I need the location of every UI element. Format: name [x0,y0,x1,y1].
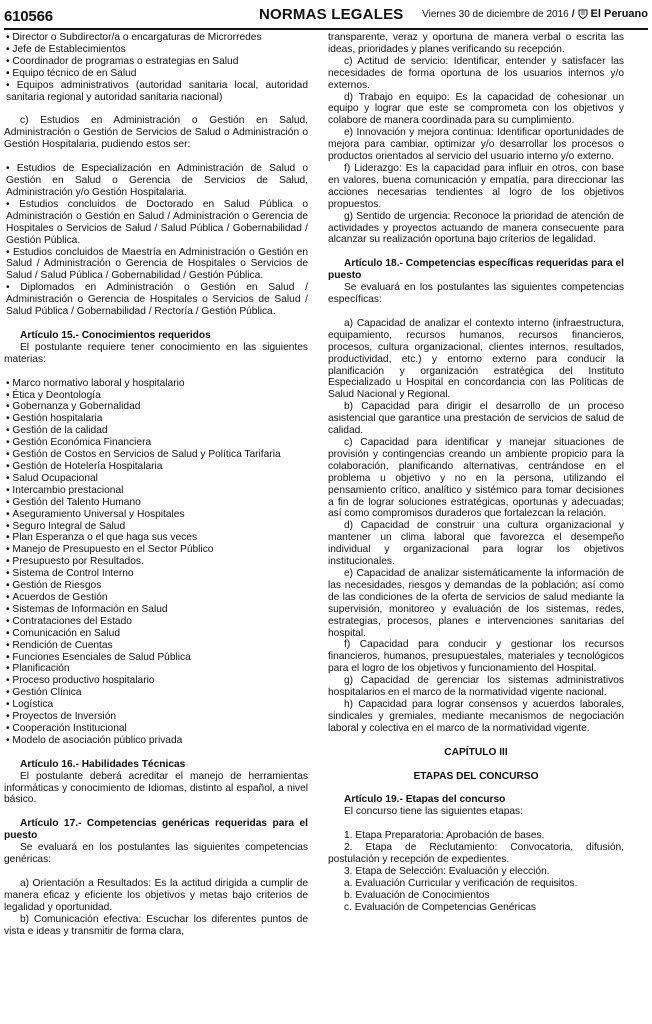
list-item: • Gestión de Hotelería Hospitalaria [4,461,308,473]
article-heading: Artículo 19.- Etapas del concurso [344,794,506,806]
list-item: • Intercambio prestacional [4,485,308,497]
list-item: c. Evaluación de Competencias Genéricas [344,901,536,913]
list-item: • Seguro Integral de Salud [4,521,308,533]
list-item: a. Evaluación Curricular y verificación de requisitos. [344,877,578,889]
list-item: • Estudios concluidos de Doctorado en Salud Pública o Administración o Gestión en Salud / Administración o Gerencia de Hospitales o Servicios de Salud / Salud Pública / Gobernabilidad / Gestión Pública. [4,199,308,247]
list-item: • Sistemas de Información en Salud [4,604,308,616]
list-item: • Funciones Esenciales de Salud Pública [4,652,308,664]
list-item: • Logística [4,699,308,711]
list-item: • Marco normativo laboral y hospitalario [4,378,308,390]
paragraph: a) Orientación a Resultados: Es la actitud dirigida a cumplir de manera eficaz y eficiente los objetivos y metas bajo criterios de legalidad y oportunidad. [4,878,308,913]
list-item: • Salud Ocupacional [4,473,308,485]
list-item: b. Evaluación de Conocimientos [344,889,490,901]
list-item: • Coordinador de programas o estrategias en Salud [4,56,308,68]
list-item: • Gestión de Riesgos [4,580,308,592]
article-heading: Artículo 16.- Habilidades Técnicas [20,758,186,770]
chapter-title: ETAPAS DEL CONCURSO [413,770,539,782]
left-column [4,32,308,1020]
list-item: • Rendición de Cuentas [4,640,308,652]
list-item: • Acuerdos de Gestión [4,592,308,604]
paragraph: e) Innovación y mejora continua: Identificar oportunidades de mejora para cambiar, optimizar y/o desarrollar los procesos o productos orientados al servicio del usuario interno y/o externo. [328,127,624,163]
list-item: • Proyectos de Inversión [4,711,308,723]
coat-of-arms-icon [578,9,588,19]
paragraph: Se evaluará en los postulantes las siguientes competencias genéricas: [4,842,308,866]
page-header [4,4,648,30]
list-item: • Cooperación Institucional [4,723,308,735]
list-item: • Diplomados en Administración o Gestión en Salud / Administración o Gerencia de Hospitales o Servicios de Salud / Salud Pública / Gobernabilidad / Rectoría / Gestión Pública. [4,282,308,318]
dateline-separator: / [571,8,575,20]
list-item: • Equipos administrativos (autoridad sanitaria local, autoridad sanitaria regional y autoridad sanitaria nacional) [4,80,308,104]
paragraph: Se evaluará en los postulantes las siguientes competencias específicas: [328,282,624,306]
list-item: 2. Etapa de Reclutamiento: Convocatoria, difusión, postulación y recepción de expedientes. [328,842,624,866]
list-item: • Sistema de Control Interno [4,568,308,580]
studies-list [4,163,308,318]
list-item: • Comunicación en Salud [4,628,308,640]
right-column [328,32,624,1020]
chapter-number: CAPÍTULO III [444,746,508,758]
publication-title: NORMAS LEGALES [259,6,404,23]
list-item: • Plan Esperanza o el que haga sus veces [4,532,308,544]
list-item: • Gestión de la calidad [4,425,308,437]
list-item: 3. Etapa de Selección: Evaluación y elección. [344,866,550,877]
page-number: 610566 [4,7,53,25]
paragraph: El postulante requiere tener conocimiento en las siguientes materias: [4,341,308,365]
list-item: • Director o Subdirector/a o encargaturas de Microrredes [4,32,308,44]
paragraph: f) Liderazgo: Es la capacidad para influir en otros, con base en valores, buena comunicación y empatía, para direccionar las acciones necesarias tendientes al logro de los objetivos propuestos. [328,162,624,210]
article-heading: Artículo 15.- Conocimientos requeridos [20,329,211,341]
dateline [422,8,648,20]
list-item: • Gestión de Costos en Servicios de Salud y Política Tarifaria [4,449,308,461]
list-item: • Presupuesto por Resultados. [4,556,308,568]
list-item: • Estudios de Especialización en Administración de Salud o Gestión en Salud o Gerencia de Servicios de Salud, Administración y/o Gestión Hospitalaria. [4,163,308,199]
paragraph: c) Capacidad para identificar y manejar situaciones de provisión y contingencias creando un ambiente propicio para la colaboración, planificando alternativas, centrándose en el problema u objetivo y no en la persona, utilizando el pensamiento crítico, analítico y sistémico para tomar decisiones a fin de lograr soluciones estratégicas, oportunas y adecuadas; así como compromisos duraderos que fortalezcan la relación. [328,437,624,520]
paragraph: f) Capacidad para conducir y gestionar los recursos financieros, humanos, presupuestales, materiales y tecnológicos para el logro de los objetivos y funcionamiento del Hospital. [328,639,624,675]
list-item: • Gestión hospitalaria [4,413,308,425]
list-item: • Ética y Deontología [4,390,308,402]
knowledge-list [4,378,308,747]
paragraph: El postulante deberá acreditar el manejo de herramientas informáticas y conocimiento de Idiomas, distinto al español, a nivel básico. [4,770,308,806]
paragraph: El concurso tiene las siguientes etapas: [344,806,523,818]
list-item: 1. Etapa Preparatoria: Aprobación de bases. [344,830,545,842]
brand-name: El Peruano [590,8,648,20]
list-item: • Gestión Económica Financiera [4,437,308,449]
list-item: • Modelo de asociación público privada [4,735,308,747]
issue-date: Viernes 30 de diciembre de 2016 [422,8,569,20]
paragraph: b) Capacidad para dirigir el desarrollo de un proceso asistencial que garantice una prestación de servicios de salud de calidad. [328,401,624,437]
list-item: • Manejo de Presupuesto en el Sector Público [4,544,308,556]
positions-list [4,32,308,103]
list-item: • Gestión del Talento Humano [4,497,308,509]
paragraph: c) Actitud de servicio: Identificar, entender y satisfacer las necesidades de forma oportuna de los usuarios internos y/o externos. [328,55,624,91]
paragraph: transparente, veraz y oportuna de manera verbal o escrita las ideas, prioridades y planes verificando su recepción. [328,32,624,55]
list-item: • Proceso productivo hospitalario [4,675,308,687]
list-item: • Estudios concluidos de Maestría en Administración o Gestión en Salud / Administración o Gerencia de Hospitales o Servicios de Salud / Salud Pública / Gobernabilidad / Gestión Pública. [4,247,308,283]
paragraph: d) Trabajo en equipo: Es la capacidad de cohesionar un equipo y lograr que este se comprometa con los objetivos y colabore de manera coordinada para su cumplimiento. [328,91,624,127]
list-item: • Contrataciones del Estado [4,616,308,628]
paragraph: h) Capacidad para lograr consensos y acuerdos laborales, sindicales y gremiales, mediante mecanismos de negociación laboral y colectiva en el marco de la normatividad vigente. [328,698,624,734]
list-item: • Jefe de Establecimientos [4,44,308,56]
list-item: • Gobernanza y Gobernalidad [4,401,308,413]
list-item: • Equipo técnico de en Salud [4,68,308,80]
article-heading: Artículo 18.- Competencias específicas requeridas para el puesto [328,258,624,282]
paragraph: e) Capacidad de analizar sistemáticamente la información de las necesidades, riesgos y demandas de la población; así como de las condiciones de la oferta de servicios de salud mediante la supervisión, monitoreo y evaluación de los sistemas, redes, estrategias, procesos, planes e intervenciones sanitarias del hospital. [328,567,624,639]
article-heading: Artículo 17.- Competencias genéricas requeridas para el puesto [4,818,308,842]
paragraph: b) Comunicación efectiva: Escuchar los diferentes puntos de vista e ideas y transmitir de forma clara, [4,913,308,937]
list-item: • Planificación [4,663,308,675]
paragraph: g) Capacidad de gerenciar los sistemas administrativos hospitalarios en el marco de la normatividad vigente nacional. [328,675,624,699]
list-item: • Aseguramiento Universal y Hospitales [4,509,308,521]
paragraph: d) Capacidad de construir una cultura organizacional y mantener un clima laboral que favorezca el desempeño individual y organizacional para lograr los objetivos institucionales. [328,520,624,568]
paragraph: g) Sentido de urgencia: Reconoce la prioridad de atención de actividades y proyectos actuando de manera consecuente para alcanzar su realización oportuna bajo criterios de legalidad. [328,210,624,246]
list-item: • Gestión Clínica [4,687,308,699]
paragraph: a) Capacidad de analizar el contexto interno (infraestructura, equipamiento, recursos humanos, recursos financieros, procesos, cultura organizacional, clientes internos, resultados, productividad, etc.) y entorno externo para conducir la planificación y organización estratégica del Instituto Especializado u Hospital en concordancia con las Políticas de Salud Nacional y Regional. [328,317,624,401]
paragraph: c) Estudios en Administración o Gestión en Salud, Administración o Gestión de Servicios de Salud o Administración o Gestión Hospitalaria, pudiendo estos ser: [4,115,308,151]
